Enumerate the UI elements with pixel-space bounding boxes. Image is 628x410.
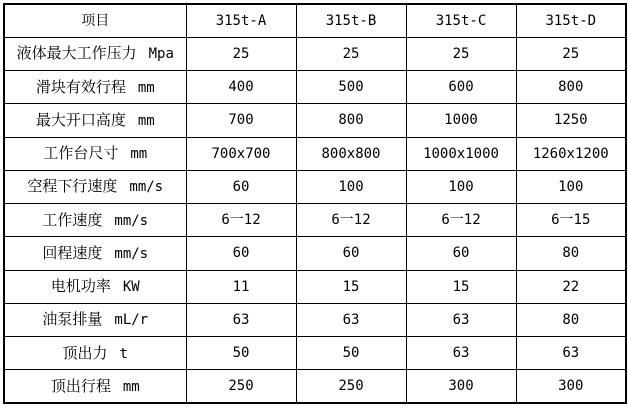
row-unit: mm [137,112,155,129]
table-cell: 100 [296,170,406,203]
table-cell: 80 [516,303,626,336]
table-cell: 300 [516,370,626,403]
table-cell: 22 [516,270,626,303]
row-label [4,137,186,170]
row-label-text: 工作台尺寸 [43,144,119,163]
table-cell: 25 [406,37,516,70]
table-cell: 300 [406,370,516,403]
table-cell: 25 [296,37,406,70]
table-cell: 63 [296,303,406,336]
table-cell: 63 [186,303,296,336]
table-row-max-opening [4,104,626,137]
table-cell: 60 [186,237,296,270]
row-unit: mm/s [114,212,149,229]
table-cell: 6一12 [186,204,296,237]
row-label-text: 液体最大工作压力 [16,44,137,63]
row-unit: mm/s [129,179,164,196]
table-row-worktable-size [4,137,626,170]
table-cell: 700x700 [186,137,296,170]
table-row-ejector-force [4,337,626,370]
row-label [4,370,186,403]
table-cell: 1260x1200 [516,137,626,170]
table-cell: 100 [516,170,626,203]
row-unit: mL/r [114,312,149,329]
table-cell: 11 [186,270,296,303]
table-cell: 6一15 [516,204,626,237]
row-label [4,270,186,303]
table-cell: 1000x1000 [406,137,516,170]
table-cell: 100 [406,170,516,203]
row-label-text: 顶出行程 [50,376,111,395]
row-label [4,104,186,137]
row-unit: mm [122,378,140,395]
table-cell: 600 [406,71,516,104]
table-cell: 6一12 [406,204,516,237]
table-cell: 60 [296,237,406,270]
table-cell: 63 [406,337,516,370]
spec-table [3,3,627,404]
table-cell: 250 [186,370,296,403]
table-cell: 63 [406,303,516,336]
table-cell: 800 [296,104,406,137]
table-row-return-speed [4,237,626,270]
row-label-text: 顶出力 [62,343,108,362]
table-cell: 800x800 [296,137,406,170]
row-label-text: 工作速度 [42,210,103,229]
row-label [4,170,186,203]
row-label-text: 油泵排量 [42,310,103,329]
table-row-max-pressure [4,37,626,70]
row-label [4,71,186,104]
column-header-315t-a: 315t-A [186,4,296,37]
row-unit: t [119,345,128,362]
table-cell: 60 [406,237,516,270]
table-cell: 6一12 [296,204,406,237]
row-unit: mm/s [114,245,149,262]
table-cell: 50 [296,337,406,370]
row-label-text: 空程下行速度 [27,177,118,196]
column-header-315t-b: 315t-B [296,4,406,37]
table-cell: 1000 [406,104,516,137]
table-cell: 80 [516,237,626,270]
table-cell: 63 [516,337,626,370]
table-cell: 800 [516,71,626,104]
column-header-315t-c: 315t-C [406,4,516,37]
row-label [4,37,186,70]
table-row-pump-displacement [4,303,626,336]
row-unit: mm [137,79,155,96]
table-cell: 15 [296,270,406,303]
table-cell: 500 [296,71,406,104]
table-row-slide-stroke [4,71,626,104]
table-cell: 400 [186,71,296,104]
row-label [4,303,186,336]
row-label-text: 回程速度 [42,243,103,262]
table-cell: 50 [186,337,296,370]
row-label-text: 最大开口高度 [35,110,126,129]
row-unit: mm [130,146,148,163]
row-label [4,337,186,370]
row-label [4,237,186,270]
header-row [4,4,626,37]
table-row-ejector-stroke [4,370,626,403]
table-cell: 60 [186,170,296,203]
row-unit: Mpa [148,46,174,63]
item-column-header: 项目 [4,4,186,37]
row-label-text: 电机功率 [50,277,111,296]
table-row-idle-down-speed [4,170,626,203]
column-header-315t-d: 315t-D [516,4,626,37]
row-label [4,204,186,237]
table-cell: 25 [186,37,296,70]
table-cell: 15 [406,270,516,303]
row-unit: KW [122,279,140,296]
table-row-working-speed [4,204,626,237]
table-row-motor-power [4,270,626,303]
table-cell: 700 [186,104,296,137]
table-cell: 250 [296,370,406,403]
table-cell: 25 [516,37,626,70]
table-cell: 1250 [516,104,626,137]
row-label-text: 滑块有效行程 [35,77,126,96]
